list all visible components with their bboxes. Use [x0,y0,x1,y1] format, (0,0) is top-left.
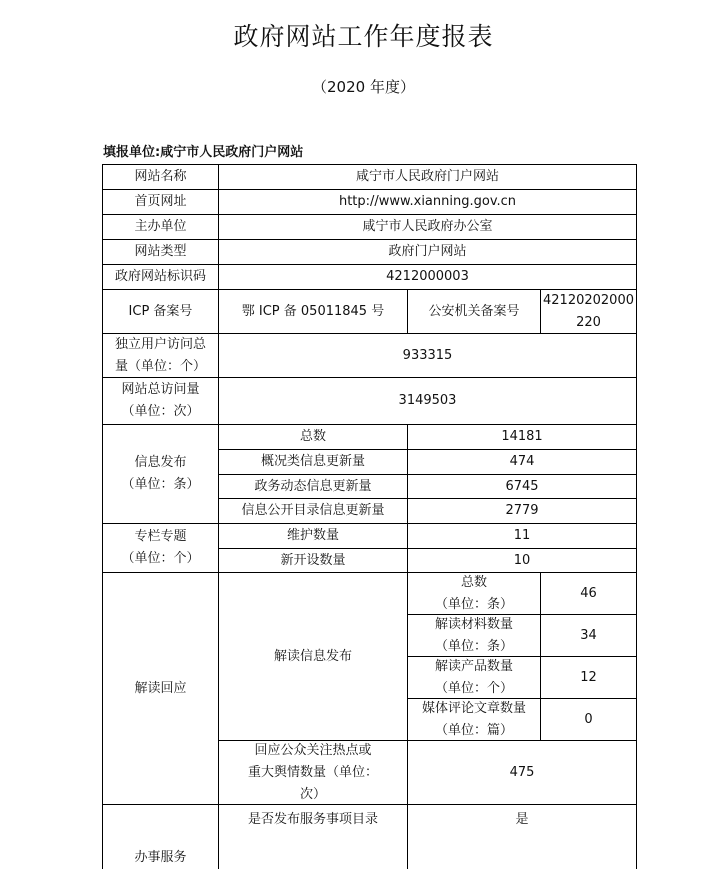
interpret-item-label [408,657,541,699]
reporting-unit-label: 填报单位: [103,145,161,160]
interpret-item-value: 46 [541,573,637,615]
info-item-value: 2779 [408,499,637,524]
uv-label-line-2: 量（单位：个） [114,358,206,374]
service-catalog-value: 是 [408,805,637,869]
info-publish-label-line-2: （单位：条） [121,477,200,492]
hotspot-line-1: 回应公众关注热点或 [254,742,372,758]
uv-value: 933315 [219,334,637,378]
info-item-label: 信息公开目录信息更新量 [219,499,408,524]
interpret-item-line-2: （单位：个） [434,680,513,696]
uv-label-line-1: 独立用户访问总 [114,336,206,352]
column-topic-label-line-1: 专栏专题 [134,529,187,544]
reporting-unit [103,143,303,163]
site-name-label: 网站名称 [103,165,219,190]
interpret-item-line-1: 总数 [460,574,487,590]
report-table [102,164,637,869]
uv-label [103,334,219,378]
info-item-label: 政务动态信息更新量 [219,475,408,499]
info-item-value: 474 [408,450,637,475]
interpret-publish-label: 解读信息发布 [219,573,408,741]
interpret-item-line-2: （单位：篇） [434,722,513,738]
info-item-label: 总数 [219,425,408,450]
pv-label [103,378,219,425]
interpret-item-label [408,615,541,657]
interpret-item-label [408,573,541,615]
page-title: 政府网站工作年度报表 [233,22,494,51]
police-record-value [541,290,637,334]
pv-label-line-2: （单位：次） [121,404,200,419]
interpret-item-line-1: 解读材料数量 [434,616,513,632]
column-item-value: 10 [408,549,637,573]
column-topic-label-line-2: （单位：个） [121,551,200,566]
interpret-item-value: 12 [541,657,637,699]
police-record-label: 公安机关备案号 [408,290,541,334]
pv-value: 3149503 [219,378,637,425]
police-record-line-2: 220 [576,314,601,330]
hotspot-response-label [219,741,408,805]
interpret-item-value: 0 [541,699,637,741]
column-topic-label [103,524,219,573]
hotspot-line-2: 重大舆情数量（单位： [247,764,378,780]
report-year: （2020 年度） [312,78,415,96]
interpret-item-value: 34 [541,615,637,657]
column-item-label: 维护数量 [219,524,408,549]
police-record-line-1: 42120202000 [543,292,634,308]
column-item-value: 11 [408,524,637,549]
hotspot-response-value: 475 [408,741,637,805]
homepage-label: 首页网址 [103,190,219,215]
hotspot-line-3: 次） [299,786,326,802]
info-item-value: 6745 [408,475,637,499]
service-label: 办事服务 [103,805,219,869]
column-item-label: 新开设数量 [219,549,408,573]
interpret-item-label [408,699,541,741]
interpret-item-line-1: 媒体评论文章数量 [421,700,526,716]
info-publish-label [103,425,219,524]
site-id-label: 政府网站标识码 [103,265,219,290]
pv-label-line-1: 网站总访问量 [121,382,200,397]
interpret-response-label: 解读回应 [103,573,219,805]
interpret-item-line-1: 解读产品数量 [434,658,513,674]
host-value: 咸宁市人民政府办公室 [219,215,637,240]
info-publish-label-line-1: 信息发布 [134,455,187,470]
icp-label: ICP 备案号 [103,290,219,334]
host-label: 主办单位 [103,215,219,240]
info-item-label: 概况类信息更新量 [219,450,408,475]
icp-value: 鄂 ICP 备 05011845 号 [219,290,408,334]
site-id-value: 4212000003 [219,265,637,290]
type-value: 政府门户网站 [219,240,637,265]
interpret-item-line-2: （单位：条） [434,596,513,612]
service-catalog-label: 是否发布服务事项目录 [219,805,408,869]
interpret-item-line-2: （单位：条） [434,638,513,654]
type-label: 网站类型 [103,240,219,265]
site-name-value: 咸宁市人民政府门户网站 [219,165,637,190]
info-item-value: 14181 [408,425,637,450]
reporting-unit-name: 咸宁市人民政府门户网站 [160,145,304,160]
homepage-value: http://www.xianning.gov.cn [219,190,637,215]
